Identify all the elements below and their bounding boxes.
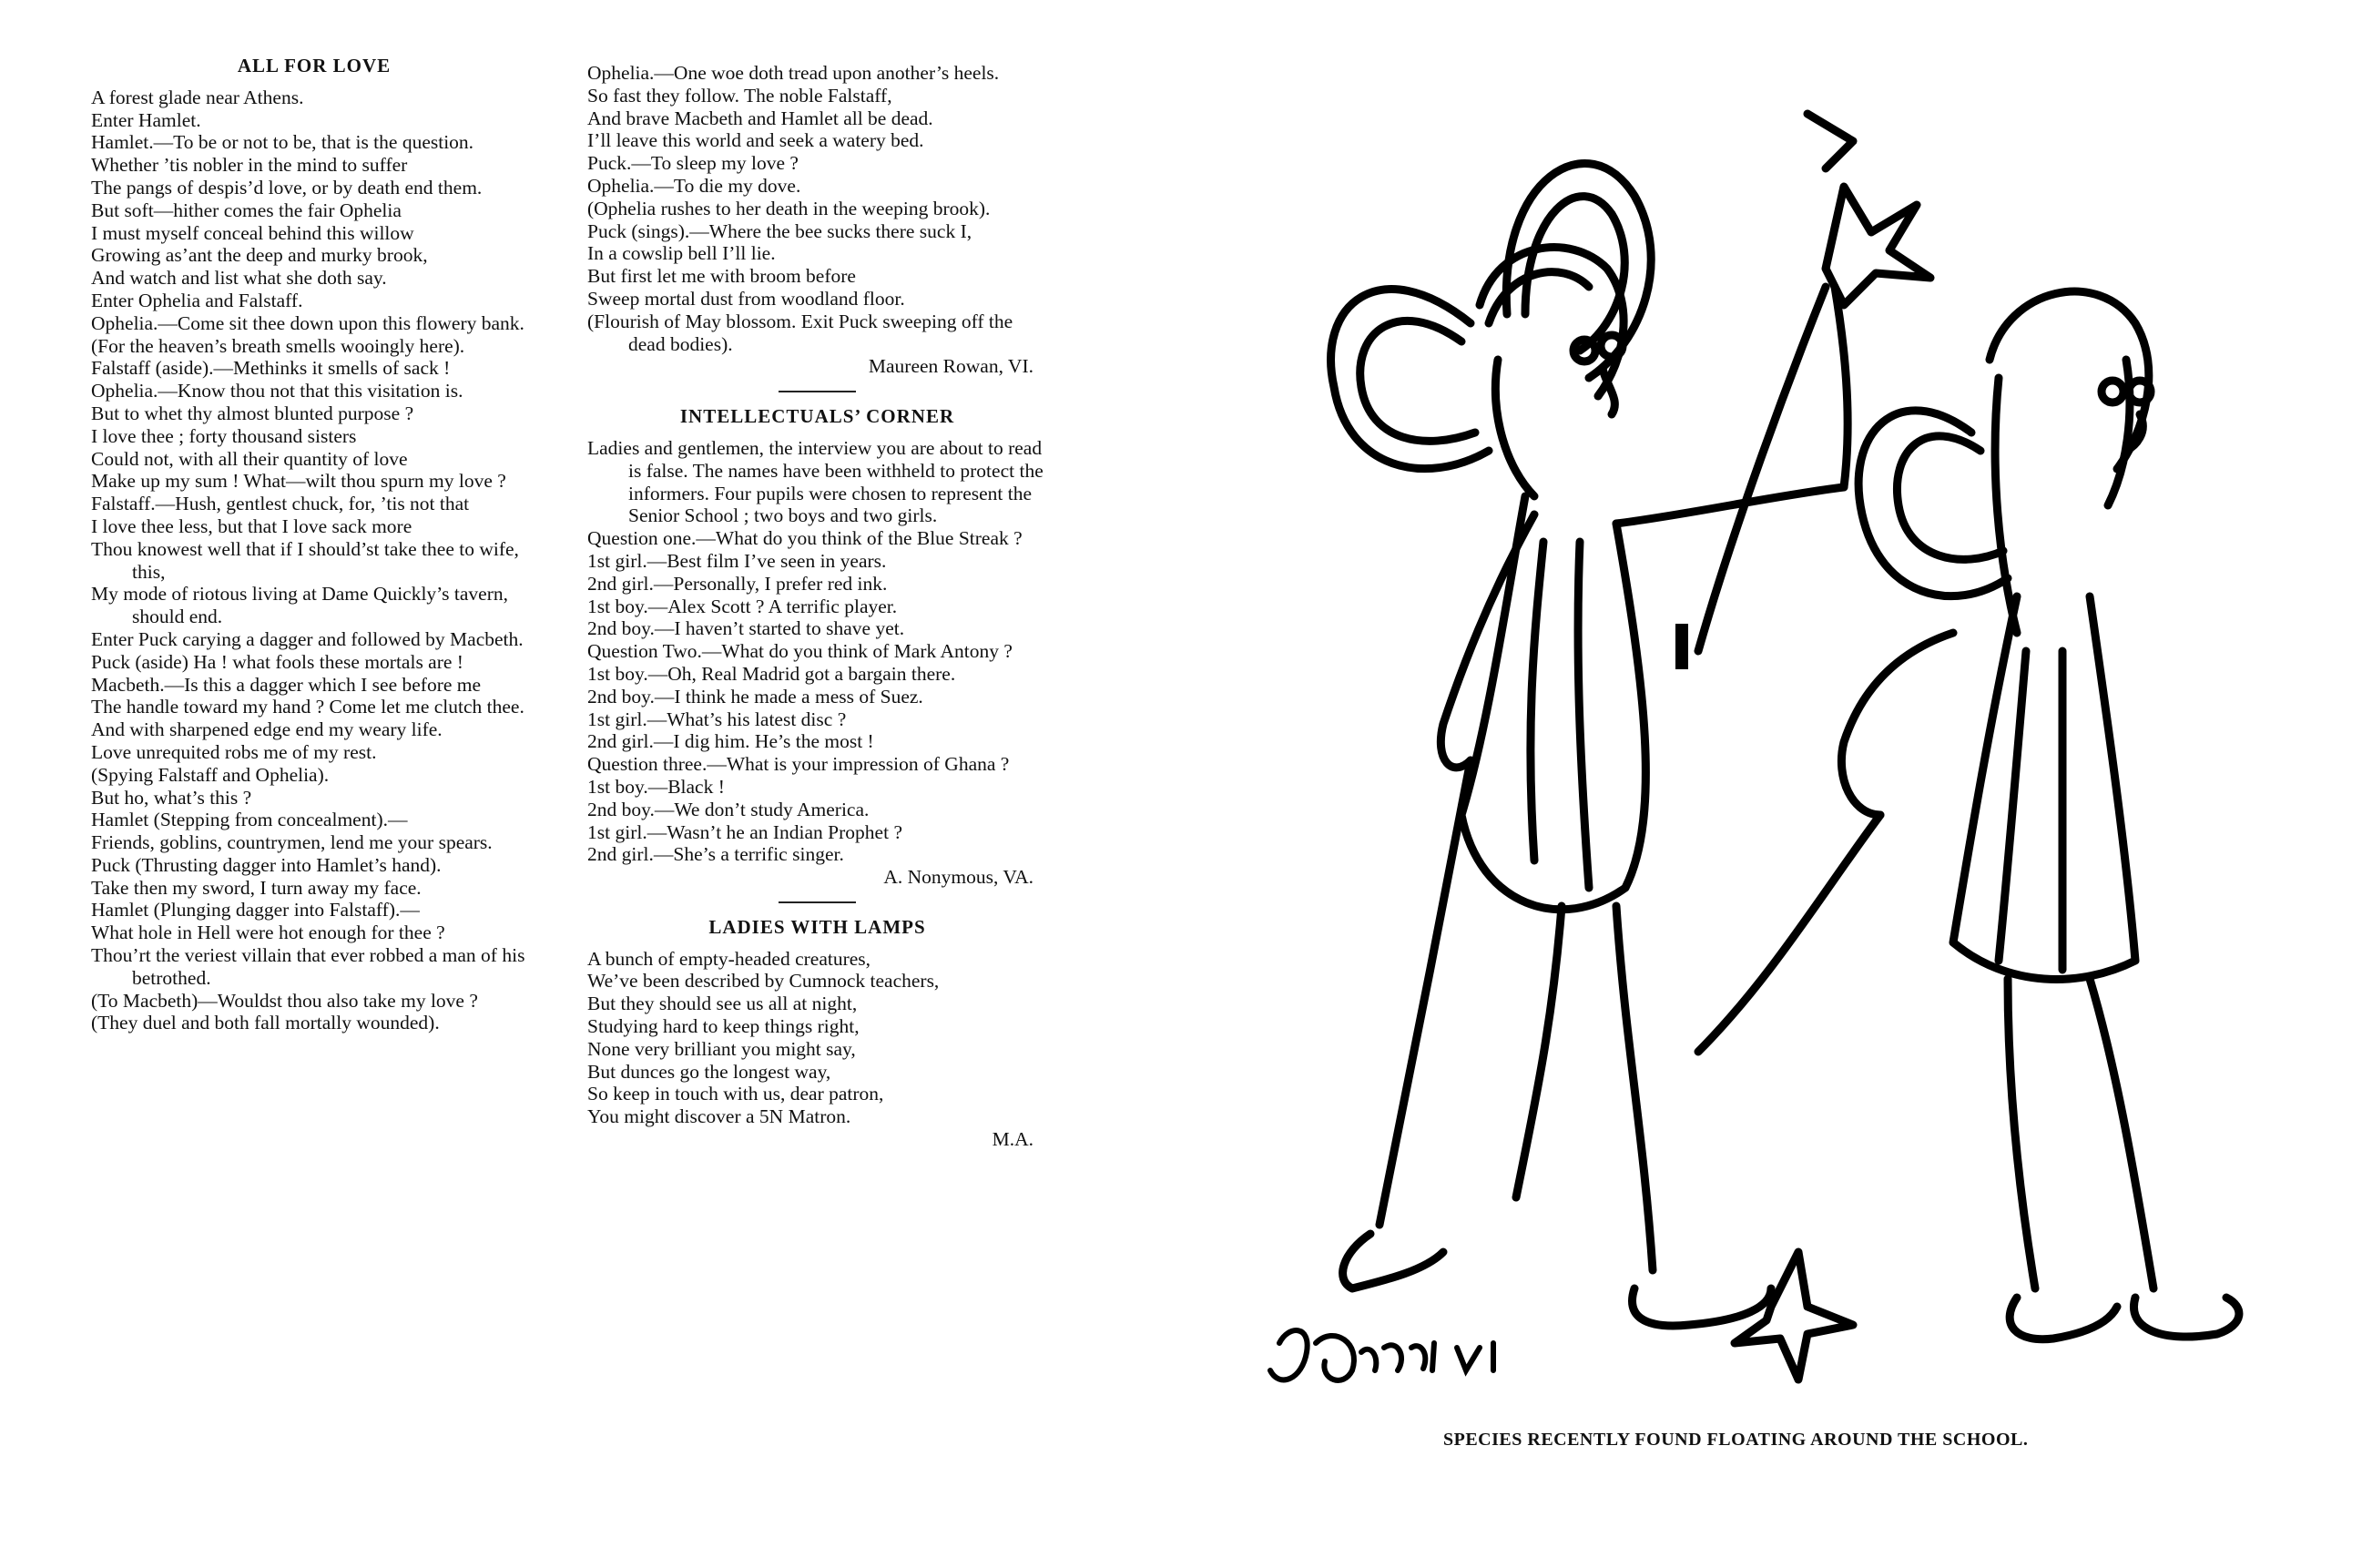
text-line: Falstaff (aside).—Methinks it smells of sack ! bbox=[91, 357, 451, 380]
article-title-intellectuals-corner: INTELLECTUALS’ CORNER bbox=[679, 405, 955, 428]
text-line: But to whet thy almost blunted purpose ? bbox=[91, 402, 414, 424]
text-line: Puck (aside) Ha ! what fools these mortals are ! bbox=[91, 650, 463, 673]
text-line: And with sharpened edge end my weary life. bbox=[91, 718, 443, 741]
divider bbox=[779, 901, 856, 903]
text-line: You might discover a 5N Matron. bbox=[587, 1105, 851, 1128]
text-line: I’ll leave this world and seek a watery bed. bbox=[587, 129, 924, 152]
text-line: Studying hard to keep things right, bbox=[587, 1015, 860, 1038]
text-line: We’ve been described by Cumnock teachers, bbox=[587, 970, 940, 993]
divider bbox=[779, 391, 856, 392]
text-line: My mode of riotous living at Dame Quickly’s tavern, should end. bbox=[91, 583, 508, 628]
text-line: Ophelia.—To die my dove. bbox=[587, 174, 801, 197]
text-line: 1st girl.—Best film I’ve seen in years. bbox=[587, 549, 887, 572]
fairies-illustration bbox=[1261, 87, 2317, 1425]
text-line: 2nd boy.—I haven’t started to shave yet. bbox=[587, 617, 905, 640]
text-line: Puck.—To sleep my love ? bbox=[587, 152, 799, 175]
article-all-for-love-continued bbox=[587, 62, 1047, 355]
article-ladies-body bbox=[587, 948, 1047, 1128]
text-line: So fast they follow. The noble Falstaff, bbox=[587, 84, 892, 107]
text-line: Could not, with all their quantity of love bbox=[91, 447, 408, 470]
text-line: (They duel and both fall mortally wounded). bbox=[91, 1012, 440, 1034]
text-line: The pangs of despis’d love, or by death end them. bbox=[91, 176, 483, 199]
text-line: A bunch of empty-headed creatures, bbox=[587, 947, 871, 970]
text-line: What hole in Hell were hot enough for thee ? bbox=[91, 921, 445, 944]
column-left bbox=[91, 55, 537, 1034]
text-line: Make up my sum ! What—wilt thou spurn my love ? bbox=[91, 470, 506, 493]
text-line: A forest glade near Athens. bbox=[91, 86, 304, 108]
text-line: And brave Macbeth and Hamlet all be dead. bbox=[587, 107, 933, 129]
author-ma: M.A. bbox=[992, 1128, 1033, 1151]
text-line: I must myself conceal behind this willow bbox=[91, 221, 414, 244]
text-line: Enter Ophelia and Falstaff. bbox=[91, 289, 303, 311]
text-line: 1st boy.—Oh, Real Madrid got a bargain there. bbox=[587, 662, 956, 685]
text-line: (To Macbeth)—Wouldst thou also take my love ? bbox=[91, 989, 478, 1012]
text-line: Take then my sword, I turn away my face. bbox=[91, 876, 422, 899]
text-line: 1st girl.—Wasn’t he an Indian Prophet ? bbox=[587, 820, 902, 843]
text-line: In a cowslip bell I’ll lie. bbox=[587, 242, 776, 265]
text-line: 1st boy.—Alex Scott ? A terrific player. bbox=[587, 595, 898, 617]
text-line: But dunces go the longest way, bbox=[587, 1060, 831, 1083]
column-right-top bbox=[587, 62, 1047, 1151]
author-maureen-rowan: Maureen Rowan, VI. bbox=[868, 355, 1033, 378]
author-a-nonymous: A. Nonymous, VA. bbox=[883, 866, 1033, 889]
text-line: But soft—hither comes the fair Ophelia bbox=[91, 199, 402, 221]
text-line: Question Two.—What do you think of Mark Antony ? bbox=[587, 640, 1013, 663]
right-page bbox=[1184, 0, 2362, 1568]
text-line: Thou’rt the veriest villain that ever robbed a man of his betrothed. bbox=[91, 944, 525, 989]
text-line: Question one.—What do you think of the Blue Streak ? bbox=[587, 527, 1023, 550]
text-line: Hamlet.—To be or not to be, that is the question. bbox=[91, 131, 474, 154]
text-line: Hamlet (Plunging dagger into Falstaff).— bbox=[91, 899, 420, 921]
text-line: Puck (Thrusting dagger into Hamlet’s hand). bbox=[91, 853, 442, 876]
text-line: So keep in touch with us, dear patron, bbox=[587, 1083, 884, 1105]
text-line: But ho, what’s this ? bbox=[91, 786, 252, 809]
article-title-ladies-with-lamps: LADIES WITH LAMPS bbox=[708, 915, 926, 938]
article-all-for-love-body bbox=[91, 87, 537, 1034]
text-line: Ophelia.—Come sit thee down upon this flowery bank. bbox=[91, 311, 524, 334]
text-line: But they should see us all at night, bbox=[587, 993, 858, 1015]
text-line: 2nd girl.—She’s a terrific singer. bbox=[587, 843, 844, 866]
text-line: 1st boy.—Black ! bbox=[587, 775, 725, 798]
text-line: 2nd girl.—I dig him. He’s the most ! bbox=[587, 730, 874, 753]
text-line: (Spying Falstaff and Ophelia). bbox=[91, 763, 330, 786]
text-line: Ophelia.—One woe doth tread upon another’s heels. bbox=[587, 62, 1000, 84]
text-line: Puck (sings).—Where the bee sucks there suck I, bbox=[587, 219, 972, 242]
illustration-caption: SPECIES RECENTLY FOUND FLOATING AROUND THE SCHOOL. bbox=[1443, 1430, 2029, 1450]
text-line: Thou knowest well that if I should’st take thee to wife, this, bbox=[91, 537, 519, 583]
text-line: Hamlet (Stepping from concealment).— bbox=[91, 809, 408, 831]
article-intellectuals-body bbox=[587, 437, 1047, 866]
text-line: Ophelia.—Know thou not that this visitation is. bbox=[91, 380, 463, 402]
text-line: Sweep mortal dust from woodland floor. bbox=[587, 287, 905, 310]
text-line: Love unrequited robs me of my rest. bbox=[91, 740, 377, 763]
text-line: Falstaff.—Hush, gentlest chuck, for, ’tis not that bbox=[91, 493, 470, 515]
text-line: I love thee less, but that I love sack more bbox=[91, 514, 412, 537]
text-line: Friends, goblins, countrymen, lend me your spears. bbox=[91, 831, 493, 854]
left-page bbox=[0, 0, 1093, 1568]
text-line: I love thee ; forty thousand sisters bbox=[91, 424, 357, 447]
text-line: But first let me with broom before bbox=[587, 265, 856, 288]
text-line: (Ophelia rushes to her death in the weeping brook). bbox=[587, 197, 991, 219]
text-line: 2nd girl.—Personally, I prefer red ink. bbox=[587, 572, 888, 595]
text-line: 2nd boy.—I think he made a mess of Suez. bbox=[587, 685, 923, 708]
text-line: None very brilliant you might say, bbox=[587, 1037, 856, 1060]
text-line: Enter Hamlet. bbox=[91, 108, 201, 131]
text-line: The handle toward my hand ? Come let me clutch thee. bbox=[91, 696, 524, 718]
text-line: Whether ’tis nobler in the mind to suffer bbox=[91, 154, 408, 177]
text-line: 1st girl.—What’s his latest disc ? bbox=[587, 708, 847, 730]
text-line: And watch and list what she doth say. bbox=[91, 267, 387, 290]
text-line: Enter Puck carying a dagger and followed by Macbeth. bbox=[91, 627, 524, 650]
article-title-all-for-love: ALL FOR LOVE bbox=[237, 55, 392, 76]
text-line: Ladies and gentlemen, the interview you are about to read is false. The names have been withheld to protect the informers. Four pupils were chosen to represent the Senior School ; two boys and two girls. bbox=[587, 436, 1044, 527]
text-line: (For the heaven’s breath smells wooingly here). bbox=[91, 334, 465, 357]
text-line: Macbeth.—Is this a dagger which I see before me bbox=[91, 673, 482, 696]
text-line: 2nd boy.—We don’t study America. bbox=[587, 798, 870, 820]
text-line: Growing as’ant the deep and murky brook, bbox=[91, 244, 428, 267]
text-line: Question three.—What is your impression of Ghana ? bbox=[587, 753, 1010, 776]
text-line: (Flourish of May blossom. Exit Puck sweeping off the dead bodies). bbox=[587, 310, 1013, 355]
